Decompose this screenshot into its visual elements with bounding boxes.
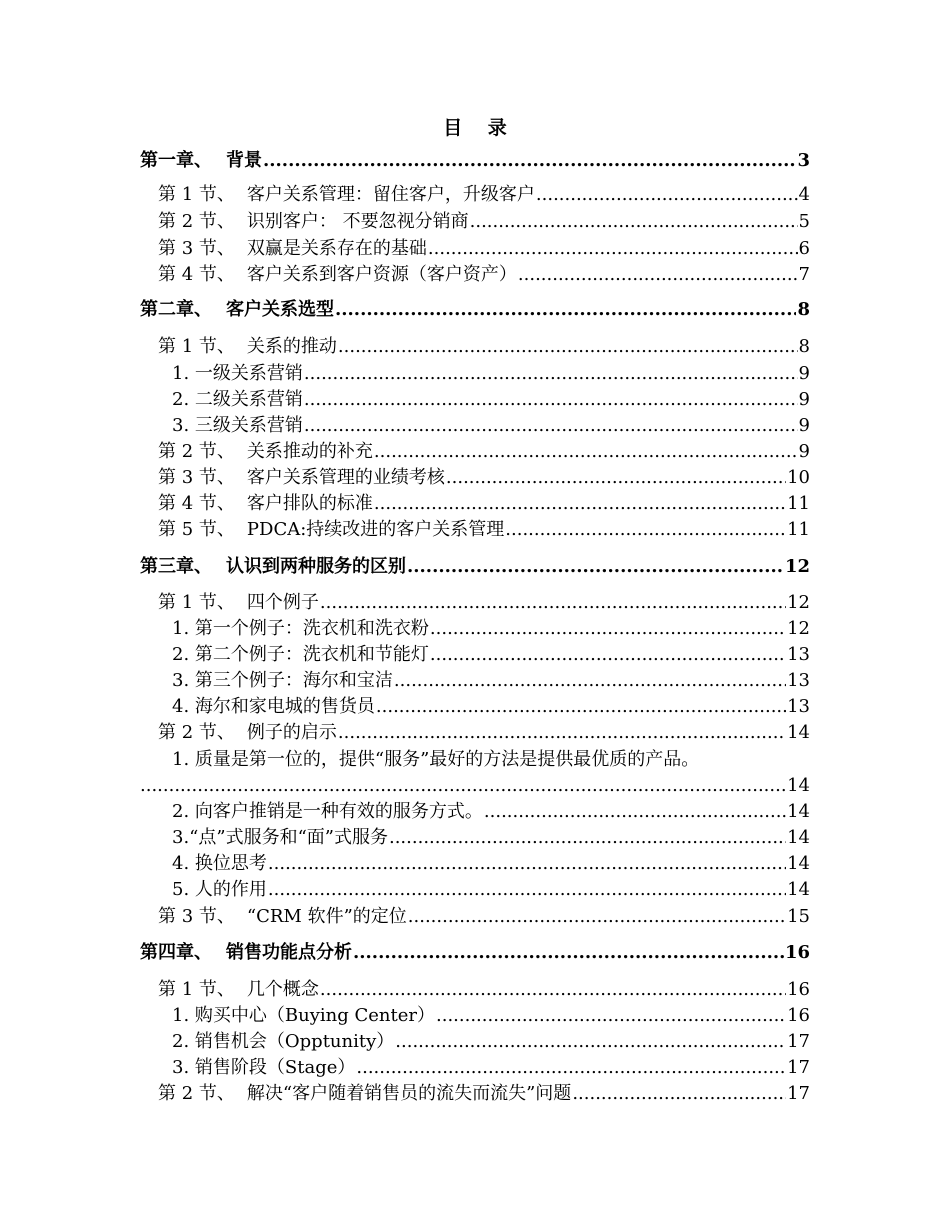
toc-section-entry[interactable] [158, 519, 810, 543]
toc-entry-text: 客户排队的标准 [246, 493, 373, 514]
toc-entry-text: 4. 换位思考 [172, 853, 267, 874]
toc-entry-text: 背景 [226, 150, 262, 171]
toc-entry-page: 14 [787, 775, 810, 796]
dot-leader [436, 1005, 786, 1027]
toc-entry-text: 2. 第二个例子：洗衣机和节能灯 [172, 644, 429, 665]
toc-entry-number: 第一章、 [140, 150, 212, 171]
dot-leader [428, 238, 798, 260]
toc-entry-text: 销售功能点分析 [226, 942, 352, 963]
toc-item-entry[interactable] [172, 696, 810, 720]
toc-section-entry[interactable] [158, 238, 810, 262]
toc-entry-page: 14 [787, 853, 810, 874]
toc-entry-text: 5. 人的作用 [172, 879, 267, 900]
toc-title: 目 录 [443, 117, 507, 139]
toc-entry-number: 第 2 节、 [158, 722, 235, 743]
toc-entry-page: 17 [787, 1057, 810, 1078]
toc-section-entry[interactable] [158, 493, 810, 517]
toc-item-entry[interactable] [172, 415, 810, 439]
toc-entry-text: 3. 三级关系营销 [172, 415, 303, 436]
toc-entry-page: 7 [798, 264, 810, 285]
toc-entry-text: 1. 一级关系营销 [172, 363, 303, 384]
dot-leader [304, 415, 798, 437]
toc-entry-number: 第 1 节、 [158, 336, 235, 357]
toc-entry-page: 15 [787, 906, 810, 927]
toc-item-entry[interactable] [172, 644, 810, 668]
toc-entry-number: 第二章、 [140, 299, 212, 320]
toc-entry-page: 14 [787, 722, 810, 743]
toc-item-entry[interactable] [172, 1057, 810, 1081]
toc-chapter-entry[interactable] [140, 556, 810, 580]
toc-item-entry[interactable] [172, 1005, 810, 1029]
toc-chapter-entry[interactable] [140, 942, 810, 966]
toc-entry-page: 11 [787, 519, 810, 540]
toc-entry-page: 12 [787, 592, 810, 613]
toc-item-entry[interactable] [172, 801, 810, 825]
toc-entry-number: 第 4 节、 [158, 493, 235, 514]
toc-entry-text: 客户关系到客户资源（客户资产） [246, 264, 517, 285]
toc-entry-page: 9 [798, 363, 810, 384]
toc-entry-text: 四个例子 [246, 592, 319, 613]
toc-entry-text: 4. 海尔和家电城的售货员 [172, 696, 375, 717]
toc-entry-page: 3 [797, 150, 810, 171]
dot-leader [505, 519, 786, 541]
toc-entry-text: 1. 第一个例子：洗衣机和洗衣粉 [172, 618, 429, 639]
toc-entry-text: 例子的启示 [246, 722, 337, 743]
dot-leader [518, 264, 798, 286]
toc-chapter-entry[interactable] [140, 150, 810, 174]
toc-entry-number: 第 3 节、 [158, 238, 235, 259]
dot-leader [536, 184, 798, 206]
toc-entry-text: 关系推动的补充 [246, 441, 373, 462]
dot-leader [389, 827, 786, 849]
toc-entry-page: 9 [798, 441, 810, 462]
toc-section-entry[interactable] [158, 1083, 810, 1107]
dot-leader [407, 556, 784, 578]
dot-leader [395, 1031, 786, 1053]
toc-entry-number: 第 5 节、 [158, 519, 235, 540]
dot-leader [484, 801, 786, 823]
toc-entry-text: 双赢是关系存在的基础 [246, 238, 427, 259]
toc-entry-text: 2. 向客户推销是一种有效的服务方式。 [172, 801, 483, 822]
toc-entry-page: 10 [787, 467, 810, 488]
toc-entry-page: 8 [797, 299, 810, 320]
toc-section-entry[interactable] [158, 906, 810, 930]
toc-entry-text[interactable]: 1. 质量是第一位的，提供“服务”最好的方法是提供最优质的产品。 [172, 749, 700, 770]
dot-leader [430, 618, 786, 640]
toc-entry-number: 第 3 节、 [158, 467, 235, 488]
toc-entry-page: 13 [787, 670, 810, 691]
toc-entry-page: 11 [787, 493, 810, 514]
dot-leader [430, 644, 786, 666]
toc-section-entry[interactable] [158, 467, 810, 491]
toc-item-entry[interactable] [172, 879, 810, 903]
toc-entry-page: 14 [787, 801, 810, 822]
toc-entry-text: 3. 销售阶段（Stage） [172, 1057, 356, 1078]
dot-leader [335, 299, 796, 321]
toc-section-entry[interactable] [158, 336, 810, 360]
toc-section-entry[interactable] [158, 722, 810, 746]
toc-entry-text: 几个概念 [246, 979, 319, 1000]
toc-entry-text: “CRM 软件”的定位 [246, 906, 407, 927]
toc-entry-text: 1. 购买中心（Buying Center） [172, 1005, 435, 1026]
toc-entry-number: 第 1 节、 [158, 184, 235, 205]
toc-entry-page: 13 [787, 696, 810, 717]
dot-leader [470, 211, 798, 233]
dot-leader [304, 389, 798, 411]
dot-leader [304, 363, 798, 385]
toc-entry-number: 第四章、 [140, 942, 212, 963]
dot-leader [356, 1057, 786, 1079]
toc-entry-text: 关系的推动 [246, 336, 337, 357]
toc-chapter-entry[interactable] [140, 299, 810, 323]
dot-leader [338, 722, 786, 744]
toc-item-entry[interactable] [172, 618, 810, 642]
toc-entry-text: 认识到两种服务的区别 [226, 556, 406, 577]
dot-leader [374, 493, 786, 515]
toc-entry-number: 第 1 节、 [158, 979, 235, 1000]
toc-entry-page: 14 [787, 879, 810, 900]
toc-entry-page: 17 [787, 1031, 810, 1052]
toc-item-entry[interactable] [172, 389, 810, 413]
toc-entry-text: 解决“客户随着销售员的流失而流失”问题 [246, 1083, 572, 1104]
dot-leader [408, 906, 786, 928]
toc-entry-page: 14 [787, 827, 810, 848]
toc-item-entry[interactable] [172, 363, 810, 387]
toc-item-entry[interactable] [172, 827, 810, 851]
toc-entry-text: 3. 第三个例子：海尔和宝洁 [172, 670, 393, 691]
dot-leader [320, 592, 786, 614]
toc-entry-number: 第三章、 [140, 556, 212, 577]
dot-leader [320, 979, 786, 1001]
dot-leader [268, 853, 786, 875]
toc-entry-page: 6 [798, 238, 810, 259]
toc-section-entry[interactable] [158, 211, 810, 235]
toc-entry-page: 9 [798, 389, 810, 410]
dot-leader [446, 467, 786, 489]
toc-section-entry[interactable] [158, 979, 810, 1003]
toc-entry[interactable] [140, 775, 810, 799]
toc-entry-page: 8 [798, 336, 810, 357]
toc-item-entry[interactable] [172, 1031, 810, 1055]
toc-section-entry[interactable] [158, 441, 810, 465]
toc-entry-text: 2. 销售机会（Opptunity） [172, 1031, 395, 1052]
toc-entry-text: 识别客户： 不要忽视分销商 [246, 211, 469, 232]
toc-entry-text: 客户关系选型 [226, 299, 334, 320]
toc-entry-page: 9 [798, 415, 810, 436]
toc-item-entry[interactable] [172, 670, 810, 694]
toc-entry-text: 客户关系管理的业绩考核 [246, 467, 445, 488]
dot-leader [140, 775, 787, 797]
toc-entry-page: 12 [784, 556, 810, 577]
toc-entry-page: 16 [787, 1005, 810, 1026]
dot-leader [268, 879, 786, 901]
toc-entry-page: 12 [787, 618, 810, 639]
toc-entry-page: 4 [798, 184, 810, 205]
toc-entry-number: 第 2 节、 [158, 1083, 235, 1104]
toc-entry-number: 第 2 节、 [158, 441, 235, 462]
dot-leader [394, 670, 786, 692]
toc-entry-page: 17 [787, 1083, 810, 1104]
toc-section-entry[interactable] [158, 184, 810, 208]
toc-entry-page: 13 [787, 644, 810, 665]
toc-section-entry[interactable] [158, 592, 810, 616]
dot-leader [338, 336, 798, 358]
toc-entry-text: 2. 二级关系营销 [172, 389, 303, 410]
dot-leader [353, 942, 784, 964]
toc-entry-page: 5 [798, 211, 810, 232]
dot-leader [263, 150, 796, 172]
toc-section-entry[interactable] [158, 264, 810, 288]
toc-entry-text: PDCA:持续改进的客户关系管理 [246, 519, 505, 540]
toc-item-entry[interactable] [172, 853, 810, 877]
dot-leader [376, 696, 786, 718]
toc-entry-number: 第 3 节、 [158, 906, 235, 927]
toc-entry-page: 16 [787, 979, 810, 1000]
toc-entry-text: 客户关系管理：留住客户，升级客户 [246, 184, 535, 205]
dot-leader [572, 1083, 786, 1105]
toc-entry-number: 第 2 节、 [158, 211, 235, 232]
toc-entry-page: 16 [784, 942, 810, 963]
toc-entry-text: 3.“点”式服务和“面”式服务 [172, 827, 388, 848]
dot-leader [374, 441, 798, 463]
toc-entry-number: 第 1 节、 [158, 592, 235, 613]
toc-entry-number: 第 4 节、 [158, 264, 235, 285]
